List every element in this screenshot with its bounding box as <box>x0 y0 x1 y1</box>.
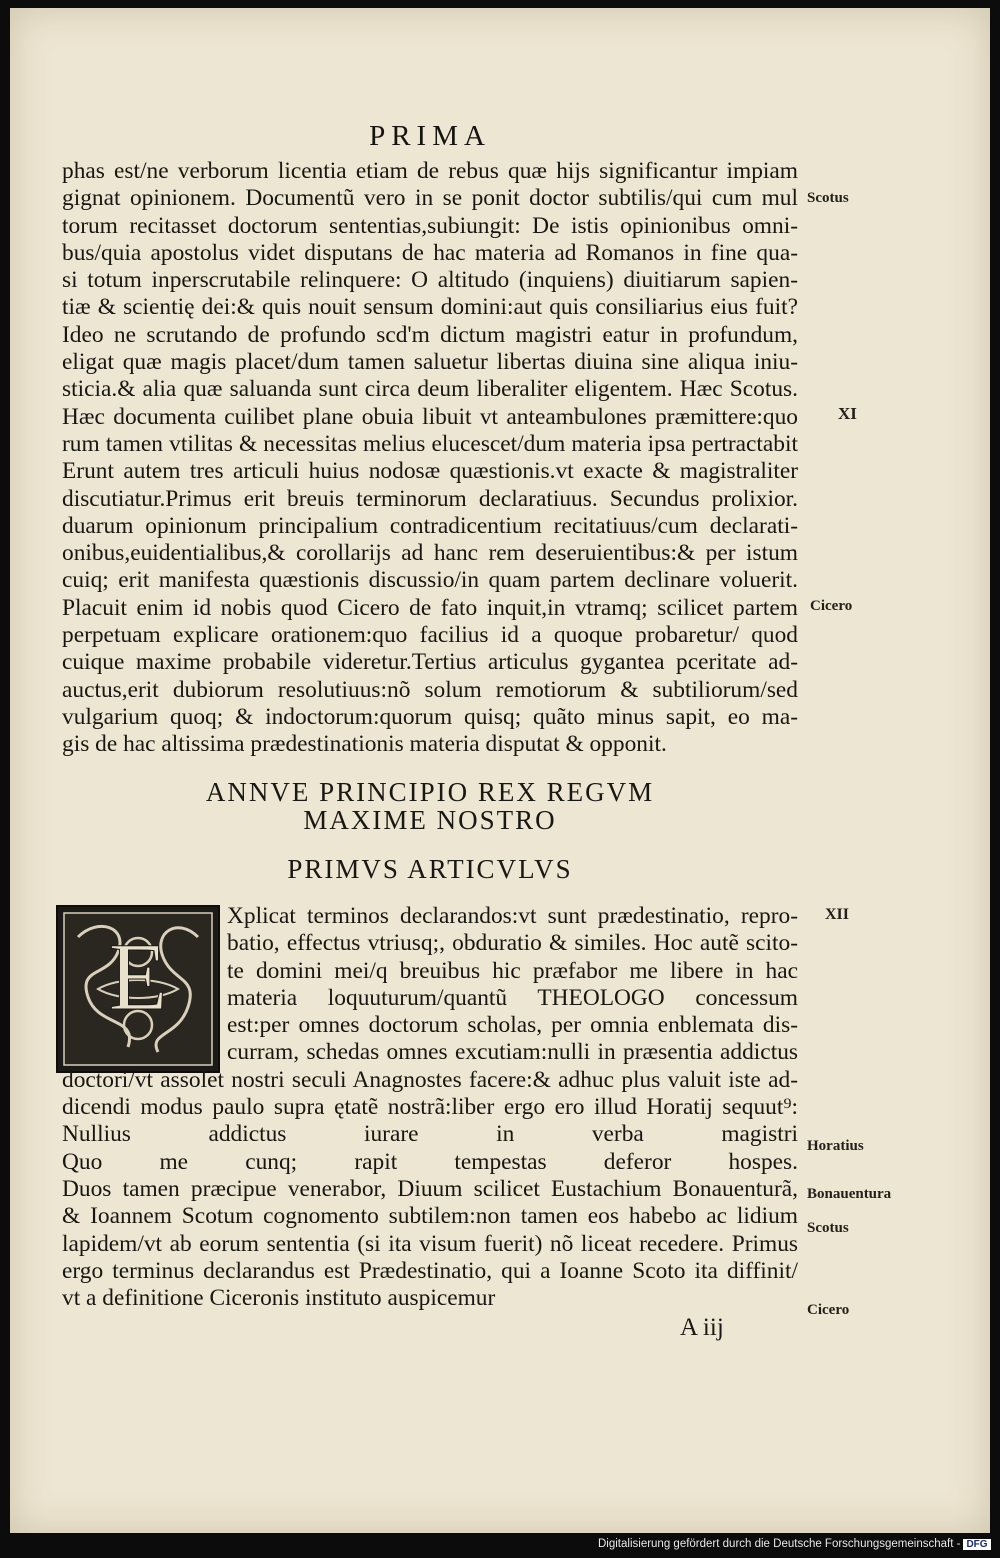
text-line: onibus,euidentialibus,& corollarijs ad hanc rem deseruientibus:& per istum <box>62 540 798 567</box>
text-line: curram, schedas omnes excutiam:nulli in præsentia addictus <box>227 1039 798 1066</box>
text-line: rum tamen vtilitas & necessitas melius elucescet/dum materia ipsa pertractabit <box>62 430 798 457</box>
text-line: cuiq; erit manifesta quæstionis discussio/in quam partem declinare voluerit. <box>62 567 798 594</box>
text-line: materia loquuturum/quantũ THEOLOGO concessum <box>227 984 798 1011</box>
text-line: dicendi modus paulo supra ętatẽ nostrã:liber ergo ero illud Horatij sequut⁹: <box>62 1094 798 1121</box>
text-line: Placuit enim id nobis quod Cicero de fato inquit,in vtramq; scilicet partem <box>62 594 798 621</box>
footer-text: Digitalisierung gefördert durch die Deutsche Forschungsgemeinschaft - <box>598 1538 961 1550</box>
text-line: vt a definitione Ciceronis instituto auspicemur <box>62 1285 496 1312</box>
text-line: Hæc documenta cuilibet plane obuia libuit vt anteambulones præmittere:quo <box>62 403 798 430</box>
funding-footer <box>598 1538 991 1550</box>
signature-mark: A iij <box>680 1314 724 1341</box>
margin-note-scotus-2: Scotus <box>807 1220 849 1236</box>
text-line: ergo terminus declarandus est Prædestinatio, qui a Ioanne Scoto ita diffinit/ <box>62 1257 798 1284</box>
text-line: gignat opinionem. Documentũ vero in se ponit doctor subtilis/qui cum mul <box>62 185 798 212</box>
text-line: eligat quæ magis placet/dum tamen saluetur libertas diuina sine aliqua iniu- <box>62 349 798 376</box>
text-line: bus/quia apostolus videt disputans de hac materia ad Romanos in fine qua- <box>62 239 798 266</box>
text-line: Ideo ne scrutando de profundo scd'm dictum magistri eatur in profundum, <box>62 321 798 348</box>
text-line: Xplicat terminos declarandos:vt sunt prædestinatio, repro- <box>227 903 798 929</box>
margin-note-number-xi: XI <box>838 404 857 423</box>
text-line: perpetuam explicare orationem:quo facilius id a quoque probaretur/ quod <box>62 622 798 649</box>
text-line: doctori/vt assolet nostri seculi Anagnostes facere:& adhuc plus valuit iste ad- <box>62 1066 798 1093</box>
invocation-heading <box>10 778 850 834</box>
margin-note-bonaventura: Bonauentura <box>807 1186 892 1202</box>
margin-note-horatius: Horatius <box>807 1138 864 1154</box>
text-line: discutiatur.Primus erit breuis terminorum declaratiuus. Secundus prolixior. <box>62 485 798 512</box>
section-heading: PRIMVS ARTICVLVS <box>287 854 573 884</box>
initial-letter: E <box>108 923 168 1030</box>
invocation-line-1: ANNVE PRINCIPIO REX REGVM <box>205 777 655 807</box>
running-head: PRIMA <box>369 120 491 152</box>
dfg-logo-icon: DFG <box>963 1539 990 1550</box>
text-line: sticia.& alia quæ saluanda sunt circa deum liberaliter eligentem. Hæc Scotus. <box>62 376 798 403</box>
text-line: Quo me cunq; rapit tempestas deferor hospes. <box>62 1148 798 1175</box>
text-line: Duos tamen præcipue venerabor, Diuum scilicet Eustachium Bonauenturã, <box>62 1175 798 1202</box>
margin-note-number-xii: XII <box>825 906 850 923</box>
text-block-intro <box>62 158 798 759</box>
text-line: tiæ & scientię dei:& quis nouit sensum domini:aut quis consiliarius eius fuit? <box>62 294 798 321</box>
invocation-line-2: MAXIME NOSTRO <box>303 805 557 835</box>
text-line: gis de hac altissima prædestinationis materia disputat & opponit. <box>62 731 667 758</box>
text-line: est:per omnes doctorum scholas, per omnia enblemata dis- <box>227 1012 798 1039</box>
text-line: lapidem/vt ab eorum sententia (si ita visum fuerit) nõ liceat recedere. Primus <box>62 1230 798 1257</box>
text-line: cuique maxime probabile videretur.Tertius articulus gygantea pceritate ad- <box>62 649 798 676</box>
text-line: torum recitasset doctorum sententias,subiungit: De istis opinionibus omni- <box>62 212 798 239</box>
margin-note-cicero: Cicero <box>810 598 853 614</box>
text-line: & Ioannem Scotum cognomento subtilem:non tamen eos habebo ac lidium <box>62 1203 798 1230</box>
book-page <box>10 8 990 1533</box>
text-line: batio, effectus vtriusq;, obduratio & similes. Hoc autẽ scito- <box>227 930 798 957</box>
margin-note-scotus: Scotus <box>807 190 849 206</box>
text-line: si totum inperscrutabile relinquere: O altitudo (inquiens) diuitiarum sapien- <box>62 267 798 294</box>
text-block-article <box>62 903 798 1312</box>
text-line: vulgarium quoq; & indoctorum:quorum quisq; quãto minus sapit, eo ma- <box>62 703 798 730</box>
text-line: phas est/ne verborum licentia etiam de rebus quæ hijs significantur impiam <box>62 158 798 184</box>
text-line: Erunt autem tres articuli huius nodosæ quæstionis.vt exacte & magistraliter <box>62 458 798 485</box>
text-line: auctus,erit dubiorum resolutiuus:nõ solum remotiorum & subtiliorum/sed <box>62 676 798 703</box>
text-line: te domini mei/q breuibus hic præfabor me libere in hac <box>227 957 798 984</box>
text-line: duarum opinionum principalium contradicentium recitatiuus/cum declarati- <box>62 512 798 539</box>
margin-note-cicero-2: Cicero <box>807 1302 850 1318</box>
text-line: Nullius addictus iurare in verba magistri <box>62 1121 798 1148</box>
